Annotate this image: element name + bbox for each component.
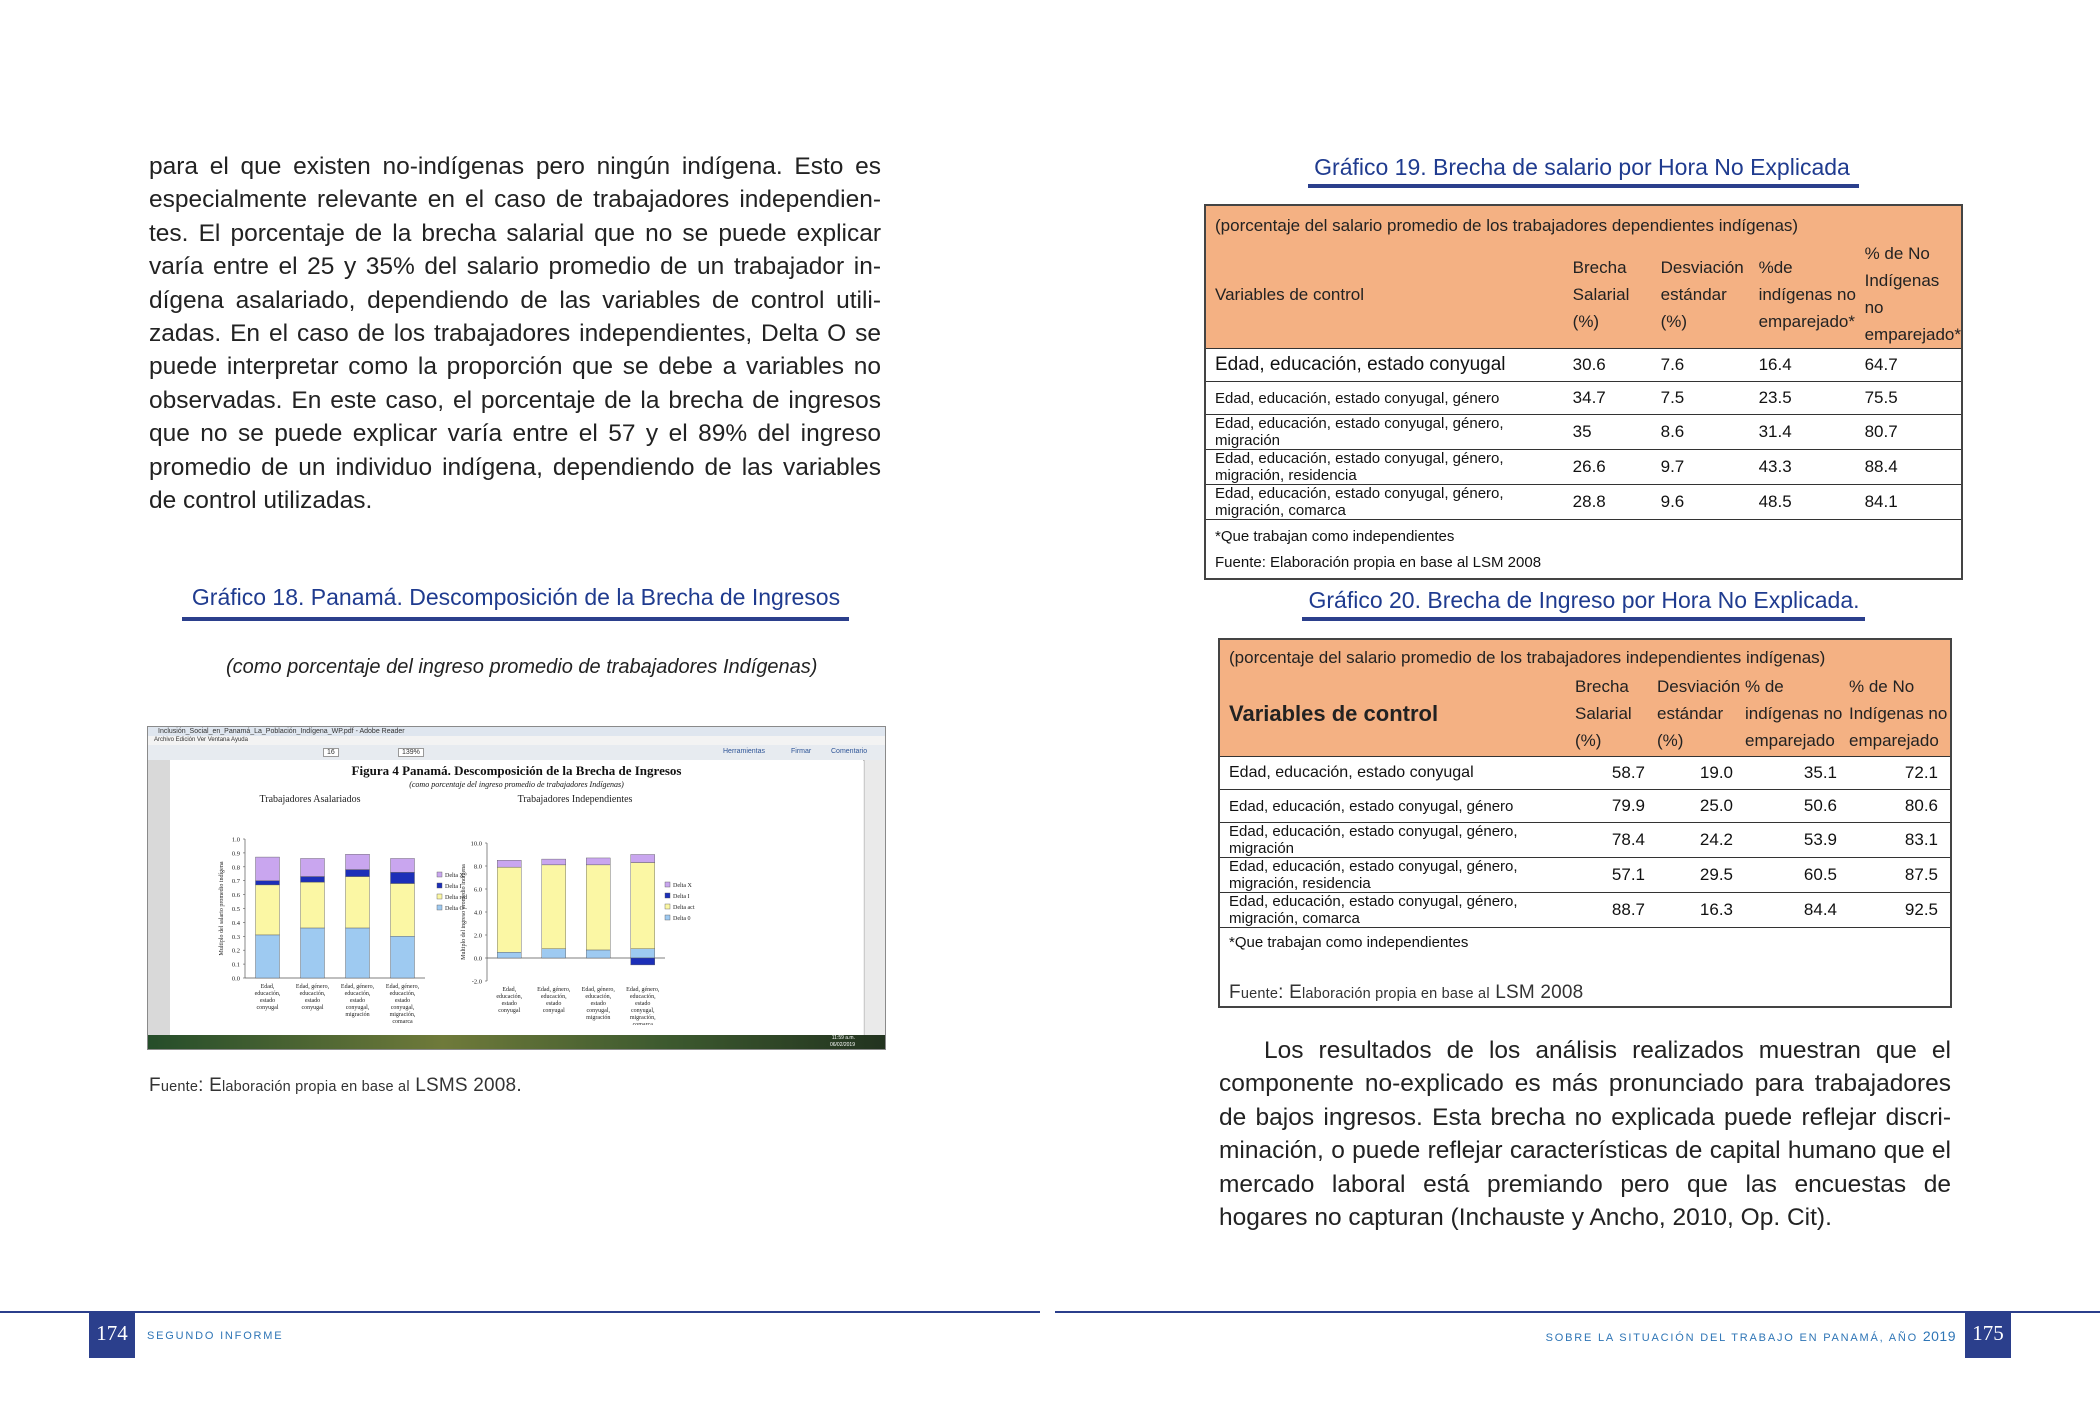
bar-segment — [631, 855, 655, 863]
reader-menu-bar — [148, 736, 886, 745]
figure20-header-row: Variables de control Brecha Salarial (%) Desviación estándar (%) % de indígenas no emparejado % de No Indígenas no emparejado — [1219, 670, 1951, 757]
figure19-row-value: 9.6 — [1661, 485, 1759, 520]
x-category-label: educación, — [299, 991, 326, 997]
figure19-table — [1204, 204, 1963, 580]
figure20-row-value: 60.5 — [1745, 858, 1849, 893]
x-category-label: Edad, género, — [626, 987, 660, 993]
figure19-row-label: Edad, educación, estado conyugal, género, migración — [1205, 415, 1573, 450]
legend-label: Delta O — [445, 906, 464, 912]
x-category-label: estado — [501, 1001, 517, 1007]
figure19-note: *Que trabajan como independientes — [1215, 528, 1455, 545]
x-category-label: conyugal — [301, 1005, 324, 1011]
figure19-row-value: 80.7 — [1865, 415, 1962, 450]
figure19-row-value: 7.6 — [1661, 349, 1759, 382]
bar-segment — [256, 857, 280, 881]
x-category-label: Edad, género, — [581, 987, 615, 993]
x-category-label: conyugal, — [345, 1005, 370, 1011]
x-category-label: estado — [635, 1001, 651, 1007]
figure20-title: Gráfico 20. Brecha de Ingreso por Hora No Explicada. — [1308, 587, 1860, 613]
figure18-source: Fuente: Elaboración propia en base al LSMS 2008. — [149, 1075, 522, 1096]
x-category-label: educación, — [254, 991, 281, 997]
left-body-paragraph: para el que existen no-indígenas pero ningún indígena. Esto es especialmente relevante en el caso de trabajadores independien-tes. El porcentaje de la brecha salarial que no se puede explicar varía entre el 25 y 35% del salario promedio de un trabajador in-dígena asalariado, dependiendo de las variables de control utili-zadas. En el caso de los trabajadores independientes, Delta O se puede interpretar como la proporción que se debe a variables no observadas. En este caso, el porcentaje de la brecha de ingresos que no se puede explicar varía entre el 57 y el 89% del ingreso promedio de un individuo indígena, dependiendo de las variables de control utilizadas. — [149, 153, 881, 515]
reader-title-bar — [148, 727, 886, 736]
figure19-row-value: 7.5 — [1661, 382, 1759, 415]
figure19-table-row — [1205, 349, 1962, 382]
bar-segment — [497, 860, 521, 867]
figure19-row-value: 88.4 — [1865, 450, 1962, 485]
figure19-table-row — [1205, 382, 1962, 415]
bar-segment — [497, 952, 521, 958]
bar-segment — [497, 867, 521, 952]
x-category-label: migración, — [629, 1015, 656, 1021]
figure20-row-value: 50.6 — [1745, 790, 1849, 823]
y-tick-label: 2.0 — [473, 932, 482, 940]
figure20-row-value: 83.1 — [1849, 823, 1951, 858]
x-category-label: migración, — [389, 1012, 416, 1018]
figure20-row-value: 84.4 — [1745, 893, 1849, 928]
bar-segment — [301, 858, 325, 876]
figure20-caption: (porcentaje del salario promedio de los trabajadores independientes indígenas) — [1229, 648, 1826, 667]
reader-document-area — [170, 760, 863, 1039]
figure20-row-value: 25.0 — [1657, 790, 1745, 823]
x-category-label: conyugal — [542, 1008, 565, 1014]
x-category-label: educación, — [629, 994, 656, 1000]
legend-label: Delta I — [445, 884, 462, 890]
fig4-charts — [170, 760, 863, 1025]
reader-link-comment: Comentario — [831, 748, 868, 755]
x-category-label: estado — [304, 998, 321, 1004]
x-category-label: estado — [546, 1001, 562, 1007]
figure20-row-value: 53.9 — [1745, 823, 1849, 858]
x-category-label: Edad, género, — [295, 984, 330, 990]
bar-segment — [256, 885, 280, 935]
chart-title: Trabajadores Independientes — [517, 794, 633, 805]
y-tick-label: 0.1 — [231, 961, 240, 969]
x-category-label: conyugal, — [631, 1008, 655, 1014]
bar-segment — [301, 877, 325, 883]
y-tick-label: 0.0 — [231, 975, 240, 983]
figure20-row-value: 35.1 — [1745, 757, 1849, 790]
figure19-table-row — [1205, 450, 1962, 485]
x-category-label: estado — [259, 998, 276, 1004]
figure20-source: Fuente: Elaboración propia en base al LSM 2008 — [1229, 982, 1584, 1003]
x-category-label: Edad, género, — [340, 984, 375, 990]
y-tick-label: 4.0 — [473, 909, 482, 917]
bar-segment — [586, 950, 610, 958]
legend-swatch — [437, 883, 442, 888]
reader-window-title: Inclusión_Social_en_Panamá_La_Población_Indígena_WP.pdf - Adobe Reader — [158, 728, 405, 735]
y-tick-label: 10.0 — [470, 840, 482, 848]
bar-segment — [346, 870, 370, 877]
bar-segment — [301, 928, 325, 978]
right-page-number: 175 — [1965, 1313, 2011, 1358]
figure19-row-value: 34.7 — [1573, 382, 1661, 415]
figure19-row-value: 8.6 — [1661, 415, 1759, 450]
x-category-label: educación, — [540, 994, 567, 1000]
x-category-label: Edad, — [502, 987, 517, 993]
figure18-title-underline — [182, 617, 849, 621]
figure19-title: Gráfico 19. Brecha de salario por Hora No Explicada — [1314, 154, 1850, 180]
figure19-row-label: Edad, educación, estado conyugal, género, migración, comarca — [1205, 485, 1573, 520]
legend-label: Delta act — [673, 905, 695, 911]
x-category-label: estado — [349, 998, 366, 1004]
figure19-header-row: Variables de control Brecha Salarial (%) Desviación estándar (%) %de indígenas no emparejado* % de No Indígenas no emparejado* — [1205, 240, 1962, 349]
figure19-row-value: 30.6 — [1573, 349, 1661, 382]
reader-page-field: 16 — [323, 748, 339, 757]
figure20-row-value: 92.5 — [1849, 893, 1951, 928]
chart-title: Trabajadores Asalariados — [259, 794, 361, 805]
y-tick-label: 8.0 — [473, 863, 482, 871]
y-tick-label: 0.6 — [231, 892, 240, 900]
reader-toolbar — [148, 745, 885, 761]
legend-swatch — [437, 872, 442, 877]
legend-label: Delta X — [445, 873, 464, 879]
y-tick-label: 0.4 — [231, 919, 240, 927]
figure19-row-value: 9.7 — [1661, 450, 1759, 485]
figure18-title: Gráfico 18. Panamá. Descomposición de la Brecha de Ingresos — [191, 584, 841, 610]
figure19-row-value: 75.5 — [1865, 382, 1962, 415]
figure20-row-value: 72.1 — [1849, 757, 1951, 790]
figure20-row-value: 57.1 — [1575, 858, 1657, 893]
y-tick-label: 0.5 — [231, 906, 240, 913]
reader-link-sign: Firmar — [791, 748, 812, 755]
y-tick-label: -2.0 — [471, 978, 482, 986]
figure20-row-value: 58.7 — [1575, 757, 1657, 790]
y-tick-label: 0.8 — [231, 864, 240, 872]
bar-segment — [542, 865, 566, 949]
figure20-row-label: Edad, educación, estado conyugal — [1219, 757, 1575, 790]
x-category-label: Edad, género, — [385, 984, 420, 990]
figure20-header-label: Variables de control — [1229, 700, 1439, 726]
left-footer-label: SEGUNDO INFORME — [147, 1330, 284, 1342]
bar-segment — [586, 865, 610, 950]
bar-segment — [391, 858, 415, 872]
figure19-table-row — [1205, 485, 1962, 520]
x-category-label: educación, — [585, 994, 612, 1000]
y-axis-label: Multiplo del salario promedio indígena — [219, 861, 225, 956]
fig4-title: Figura 4 Panamá. Descomposición de la Brecha de Ingresos — [351, 763, 682, 778]
figure20-row-label: Edad, educación, estado conyugal, género — [1219, 790, 1575, 823]
x-category-label: comarca — [632, 1022, 653, 1025]
taskbar-clock: 11:59 a.m. — [831, 1035, 855, 1041]
y-tick-label: 0.3 — [231, 933, 240, 941]
x-category-label: educación, — [496, 994, 523, 1000]
bar-segment — [542, 859, 566, 865]
figure19-title-underline — [1308, 184, 1859, 188]
figure19-row-value: 43.3 — [1759, 450, 1865, 485]
x-category-label: Edad, género, — [537, 987, 571, 993]
y-tick-label: 0.7 — [231, 878, 240, 886]
figure20-row-label: Edad, educación, estado conyugal, género, migración — [1219, 823, 1575, 858]
legend-swatch — [665, 882, 670, 887]
x-category-label: conyugal — [256, 1005, 279, 1011]
bar-segment — [631, 958, 655, 965]
right-footer-label: SOBRE LA SITUACIÓN DEL TRABAJO EN PANAMÁ, AÑO 2019 — [1545, 1328, 1956, 1344]
legend-swatch — [437, 905, 442, 910]
figure19-row-value: 31.4 — [1759, 415, 1865, 450]
bar-segment — [256, 881, 280, 885]
reader-nav-pane — [148, 760, 170, 1039]
x-category-label: comarca — [392, 1019, 413, 1025]
x-category-label: educación, — [344, 991, 371, 997]
y-tick-label: 1.0 — [231, 836, 240, 844]
legend-label: Delta X — [673, 883, 692, 889]
bar-segment — [301, 882, 325, 928]
figure20-table — [1218, 638, 1952, 1008]
figure19-source: Fuente: Elaboración propia en base al LSM 2008 — [1215, 554, 1542, 571]
reader-menu: Archivo Edición Ver Ventana Ayuda — [154, 737, 248, 743]
figure20-row-value: 79.9 — [1575, 790, 1657, 823]
figure19-table-row — [1205, 415, 1962, 450]
figure19-row-label: Edad, educación, estado conyugal, género, migración, residencia — [1205, 450, 1573, 485]
x-category-label: estado — [394, 998, 411, 1004]
figure19-row-value: 23.5 — [1759, 382, 1865, 415]
legend-swatch — [665, 904, 670, 909]
figure20-table-row — [1219, 823, 1951, 858]
reader-zoom-field: 139% — [398, 748, 424, 757]
figure20-row-value: 16.3 — [1657, 893, 1745, 928]
right-footer-rule — [1055, 1311, 2100, 1313]
windows-taskbar — [148, 1035, 885, 1049]
figure20-row-value: 88.7 — [1575, 893, 1657, 928]
legend-label: Delta red — [445, 895, 468, 901]
bar-segment — [391, 872, 415, 883]
x-category-label: migración — [345, 1012, 370, 1018]
figure18-subtitle: (como porcentaje del ingreso promedio de trabajadores Indígenas) — [226, 656, 818, 678]
x-category-label: migración — [586, 1015, 611, 1021]
legend-label: Delta 0 — [673, 916, 691, 922]
x-category-label: conyugal, — [390, 1005, 415, 1011]
left-footer-rule — [0, 1311, 1040, 1313]
figure20-row-label: Edad, educación, estado conyugal, género, migración, comarca — [1219, 893, 1575, 928]
figure19-caption: (porcentaje del salario promedio de los trabajadores dependientes indígenas) — [1215, 216, 1799, 235]
y-tick-label: 0.9 — [231, 850, 240, 858]
bar-segment — [346, 877, 370, 928]
bar-segment — [631, 863, 655, 949]
x-category-label: estado — [590, 1001, 606, 1007]
x-category-label: Edad, — [260, 984, 275, 990]
bar-segment — [391, 883, 415, 936]
bar-segment — [346, 928, 370, 978]
figure19-row-value: 64.7 — [1865, 349, 1962, 382]
right-body-paragraph: Los resultados de los análisis realizados muestran que el componente no-explicado es más pronunciado para trabajadores de bajos ingresos. Esta brecha no explicada puede reflejar discri-minación, o puede reflejar características de capital humano que el mercado laboral está premiando pero que las encuestas de hogares no capturan (Inchauste y Ancho, 2010, Op. Cit). — [1219, 1037, 1951, 1232]
figure19-header-label: Variables de control — [1215, 284, 1364, 304]
figure19-row-value: 26.6 — [1573, 450, 1661, 485]
bar-segment — [542, 949, 566, 958]
figure19-row-value: 28.8 — [1573, 485, 1661, 520]
figure20-table-row — [1219, 893, 1951, 928]
legend-swatch — [665, 893, 670, 898]
figure20-table-row — [1219, 757, 1951, 790]
legend-swatch — [665, 915, 670, 920]
figure20-row-value: 24.2 — [1657, 823, 1745, 858]
left-page-number: 174 — [89, 1313, 135, 1358]
bar-segment — [631, 949, 655, 958]
figure20-row-value: 87.5 — [1849, 858, 1951, 893]
figure18-screenshot — [147, 726, 886, 1050]
figure20-row-value: 78.4 — [1575, 823, 1657, 858]
bar-segment — [391, 936, 415, 978]
figure20-row-value: 80.6 — [1849, 790, 1951, 823]
figure20-row-label: Edad, educación, estado conyugal, género, migración, residencia — [1219, 858, 1575, 893]
reader-link-tools: Herramientas — [723, 748, 766, 755]
figure19-row-value: 35 — [1573, 415, 1661, 450]
figure20-table-row — [1219, 858, 1951, 893]
figure20-title-underline — [1302, 617, 1865, 621]
legend-swatch — [437, 894, 442, 899]
x-category-label: conyugal — [498, 1008, 521, 1014]
y-axis-label: Multiplo del ingreso promedio indígena — [461, 864, 467, 960]
x-category-label: conyugal, — [586, 1008, 610, 1014]
figure19-row-value: 84.1 — [1865, 485, 1962, 520]
taskbar-date: 06/02/2019 — [829, 1042, 855, 1048]
figure19-row-label: Edad, educación, estado conyugal, género — [1205, 382, 1573, 415]
figure19-row-value: 16.4 — [1759, 349, 1865, 382]
bar-segment — [346, 854, 370, 869]
figure20-note: *Que trabajan como independientes — [1229, 934, 1469, 951]
legend-label: Delta I — [673, 894, 690, 900]
reader-scrollbar — [864, 760, 885, 1039]
figure19-row-value: 48.5 — [1759, 485, 1865, 520]
x-category-label: educación, — [389, 991, 416, 997]
figure20-row-value: 29.5 — [1657, 858, 1745, 893]
y-tick-label: 0.0 — [473, 955, 482, 963]
bar-segment — [586, 858, 610, 865]
fig4-subtitle: (como porcentaje del ingreso promedio de trabajadores Indígenas) — [409, 780, 624, 789]
figure20-row-value: 19.0 — [1657, 757, 1745, 790]
y-tick-label: 0.2 — [231, 947, 240, 955]
bar-segment — [256, 935, 280, 978]
y-tick-label: 6.0 — [473, 886, 482, 894]
figure19-row-label: Edad, educación, estado conyugal — [1205, 349, 1573, 382]
figure20-table-row — [1219, 790, 1951, 823]
